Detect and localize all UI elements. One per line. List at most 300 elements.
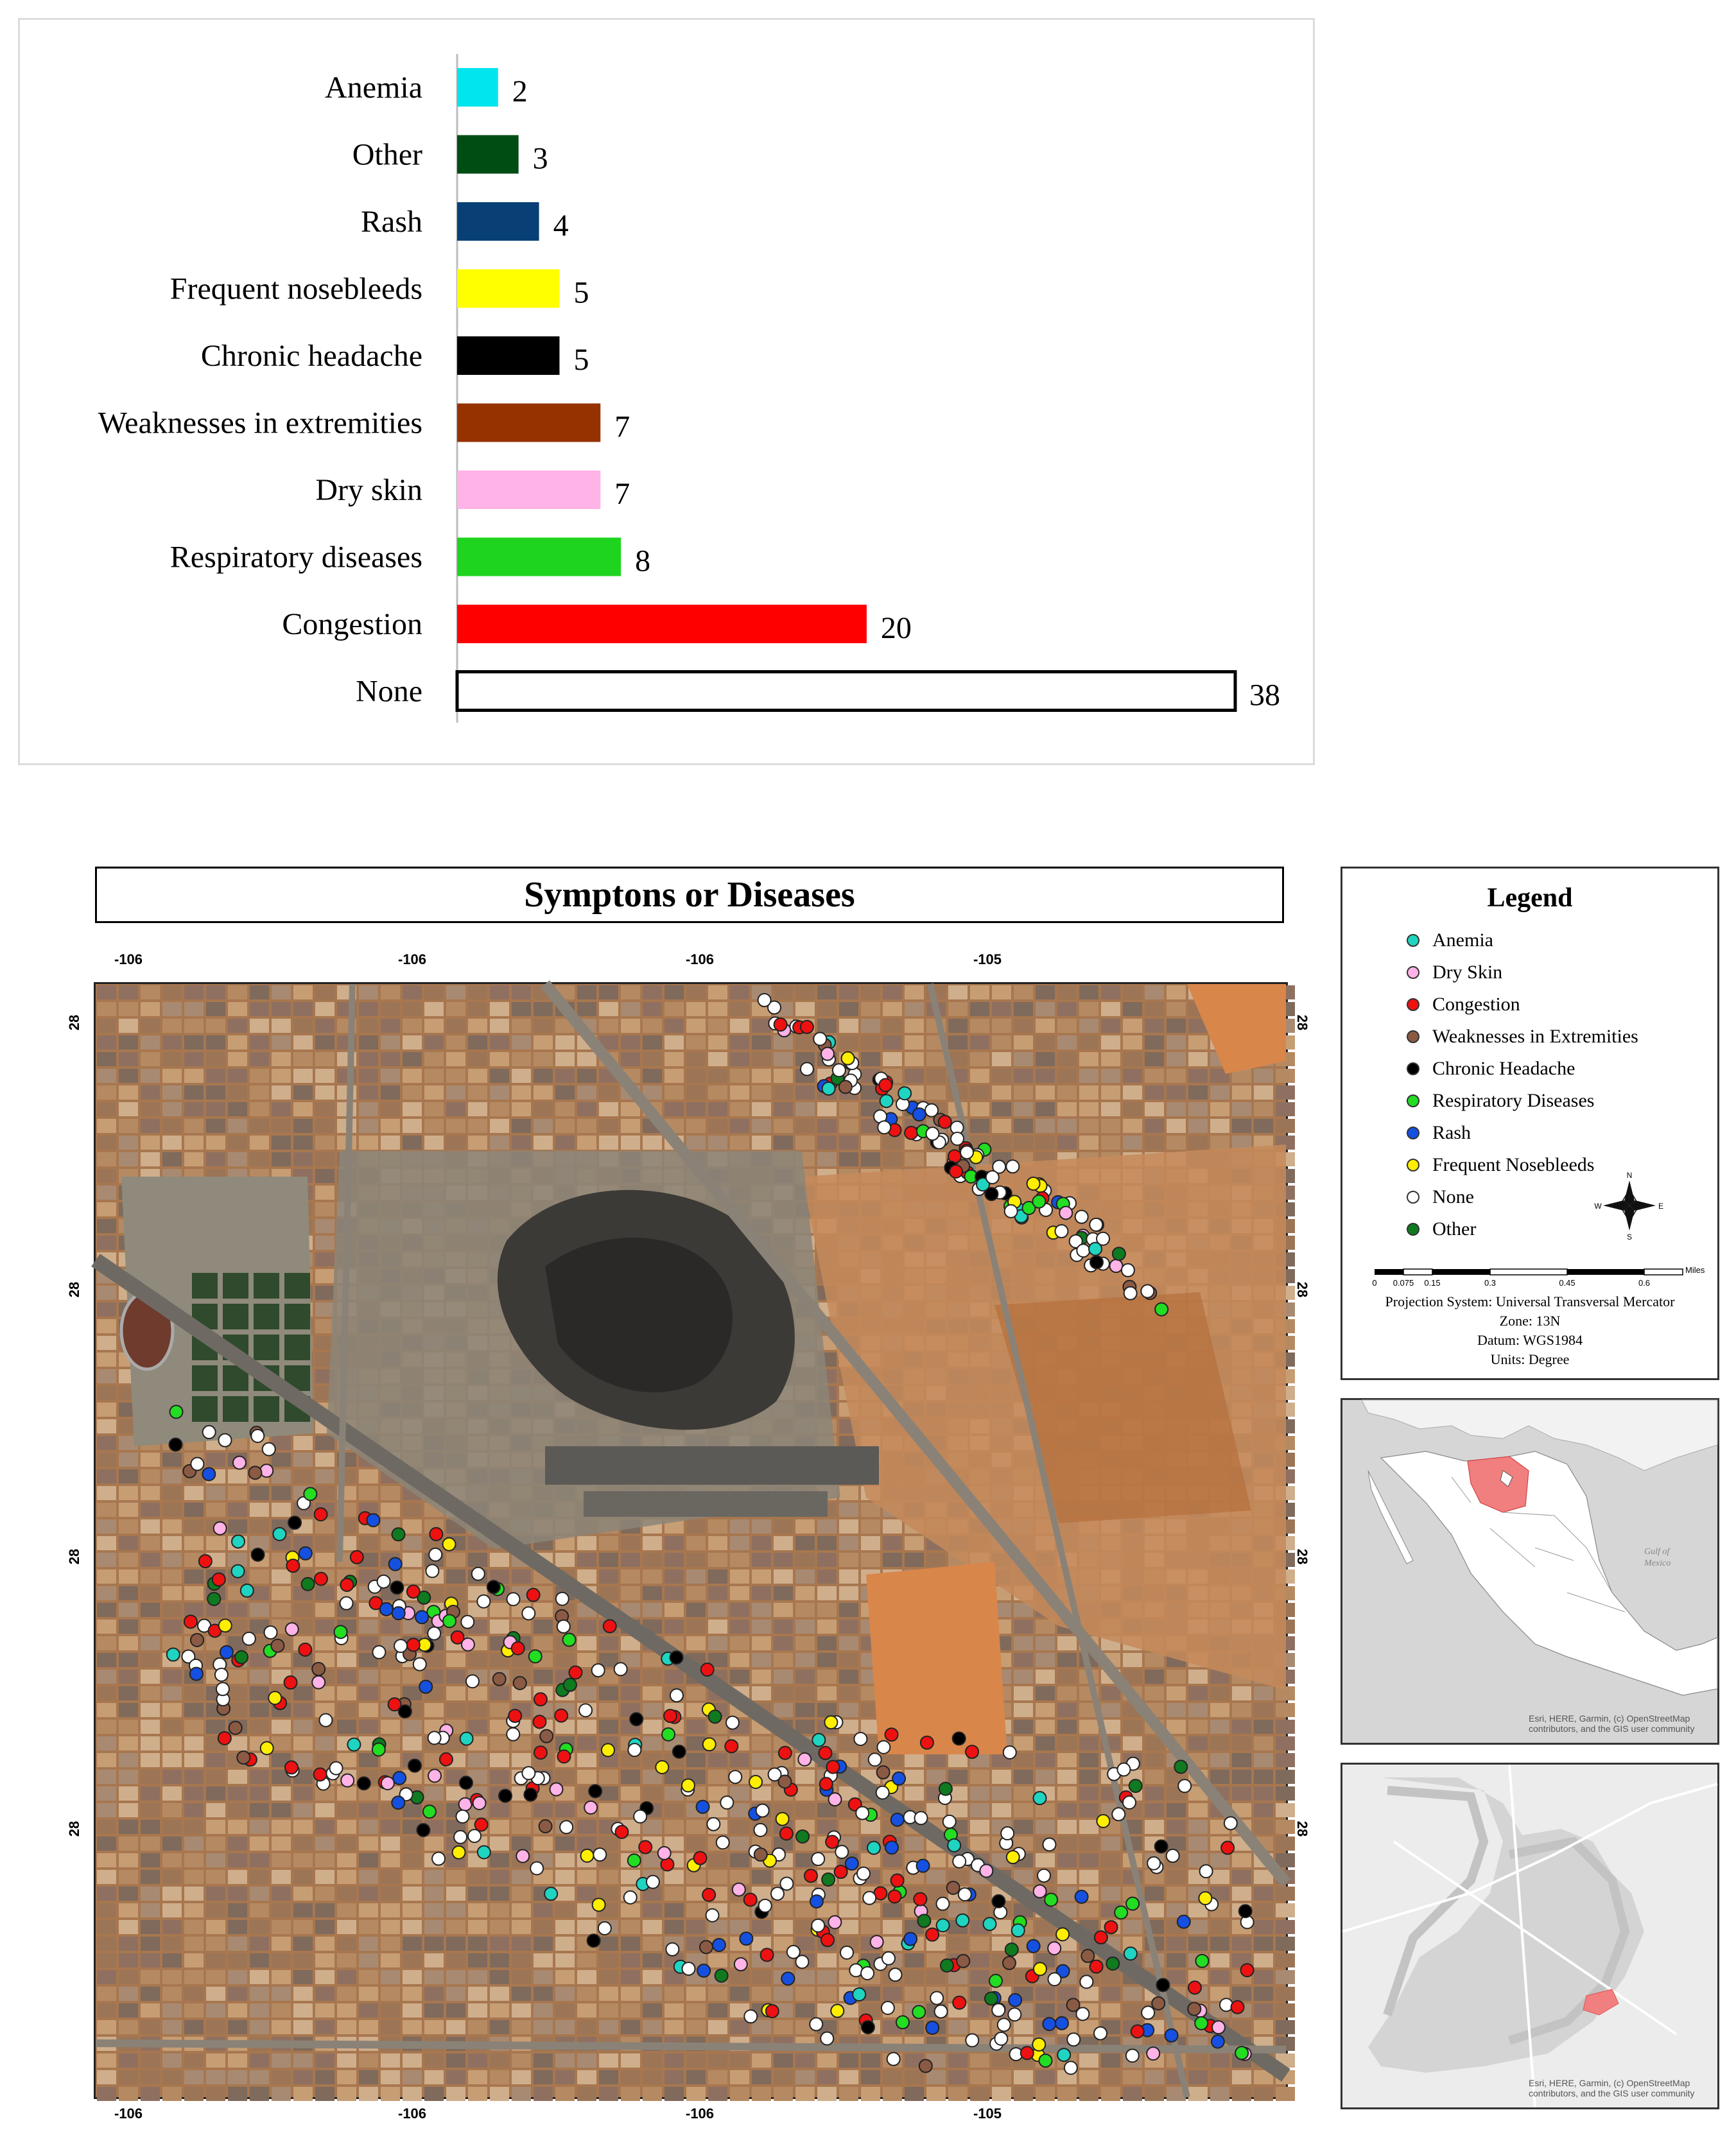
point-respiratory[interactable] [896, 2016, 909, 2028]
point-weakness[interactable] [700, 1941, 713, 1953]
point-other[interactable] [939, 1783, 952, 1795]
point-none[interactable] [1064, 2061, 1077, 2074]
point-headache[interactable] [1239, 1905, 1252, 1917]
point-congestion[interactable] [430, 1528, 442, 1541]
point-congestion[interactable] [218, 1732, 231, 1745]
point-none[interactable] [428, 1731, 441, 1744]
point-none[interactable] [1001, 1827, 1014, 1840]
point-weakness[interactable] [229, 1722, 242, 1734]
point-headache[interactable] [499, 1790, 512, 1802]
point-none[interactable] [1094, 2027, 1107, 2040]
point-congestion[interactable] [779, 1747, 792, 1759]
point-none[interactable] [876, 1786, 889, 1799]
point-nosebleeds[interactable] [219, 1619, 232, 1632]
point-none[interactable] [593, 1848, 606, 1861]
point-none[interactable] [994, 2032, 1007, 2045]
point-congestion[interactable] [285, 1761, 298, 1774]
point-headache[interactable] [670, 1651, 683, 1664]
point-dry-skin[interactable] [428, 1769, 441, 1782]
point-nosebleeds[interactable] [580, 1849, 593, 1862]
point-none[interactable] [1167, 1849, 1179, 1862]
point-anemia[interactable] [853, 1988, 865, 2001]
point-anemia[interactable] [948, 1839, 960, 1852]
point-other[interactable] [715, 1969, 728, 1982]
point-congestion[interactable] [885, 1728, 898, 1741]
point-dry-skin[interactable] [462, 1638, 474, 1651]
point-nosebleeds[interactable] [1032, 2038, 1045, 2051]
point-respiratory[interactable] [989, 1975, 1002, 1987]
point-none[interactable] [432, 1853, 445, 1865]
point-none[interactable] [1075, 1211, 1088, 1223]
point-headache[interactable] [1090, 1256, 1103, 1268]
point-congestion[interactable] [826, 1761, 839, 1774]
point-none[interactable] [812, 1919, 824, 1932]
point-dry-skin[interactable] [1034, 1885, 1046, 1897]
point-congestion[interactable] [440, 1753, 453, 1766]
point-none[interactable] [756, 1804, 769, 1817]
point-none[interactable] [1178, 1779, 1191, 1792]
point-none[interactable] [634, 1810, 647, 1823]
point-nosebleeds[interactable] [749, 1776, 762, 1788]
point-none[interactable] [795, 1955, 808, 1968]
point-nosebleeds[interactable] [1097, 1815, 1109, 1828]
point-congestion[interactable] [819, 1747, 831, 1759]
point-anemia[interactable] [232, 1565, 245, 1578]
point-dry-skin[interactable] [584, 1801, 597, 1814]
point-weakness[interactable] [839, 1080, 852, 1093]
point-congestion[interactable] [314, 1768, 327, 1781]
point-anemia[interactable] [544, 1887, 557, 1900]
point-congestion[interactable] [966, 1745, 978, 1758]
point-none[interactable] [456, 1810, 469, 1823]
inset-map-city[interactable] [1341, 1763, 1719, 2109]
point-headache[interactable] [390, 1581, 403, 1594]
point-congestion[interactable] [926, 1928, 939, 1941]
point-weakness[interactable] [1188, 2003, 1201, 2016]
point-rash[interactable] [380, 1603, 393, 1616]
point-none[interactable] [522, 1767, 535, 1779]
point-none[interactable] [1123, 1796, 1136, 1809]
point-none[interactable] [813, 1032, 826, 1045]
point-anemia[interactable] [898, 1087, 911, 1100]
point-none[interactable] [780, 1877, 793, 1890]
point-none[interactable] [1076, 2007, 1089, 2020]
point-anemia[interactable] [1057, 2048, 1070, 2061]
point-congestion[interactable] [891, 1874, 904, 1887]
point-headache[interactable] [408, 1759, 421, 1772]
point-headache[interactable] [417, 1824, 430, 1837]
point-rash[interactable] [697, 1964, 710, 1977]
point-congestion[interactable] [879, 1078, 892, 1091]
point-none[interactable] [472, 1568, 485, 1580]
point-rash[interactable] [846, 1857, 858, 1870]
point-none[interactable] [1141, 1284, 1154, 1297]
point-nosebleeds[interactable] [1199, 1892, 1211, 1905]
point-none[interactable] [1077, 1244, 1089, 1257]
point-nosebleeds[interactable] [602, 1743, 614, 1756]
point-none[interactable] [861, 1967, 874, 1980]
point-none[interactable] [707, 1818, 720, 1831]
point-congestion[interactable] [1188, 1981, 1201, 1994]
point-none[interactable] [854, 1733, 867, 1745]
point-nosebleeds[interactable] [453, 1846, 465, 1859]
point-dry-skin[interactable] [871, 1935, 883, 1948]
point-rash[interactable] [1027, 1940, 1040, 1953]
point-other[interactable] [1106, 1957, 1119, 1970]
point-none[interactable] [716, 1836, 729, 1849]
point-dry-skin[interactable] [260, 1464, 273, 1477]
point-none[interactable] [810, 2018, 822, 2030]
point-nosebleeds[interactable] [261, 1742, 273, 1754]
point-none[interactable] [1126, 2049, 1139, 2062]
point-congestion[interactable] [826, 1835, 838, 1848]
point-nosebleeds[interactable] [842, 1052, 855, 1065]
point-headache[interactable] [673, 1745, 686, 1758]
point-congestion[interactable] [184, 1615, 197, 1628]
point-respiratory[interactable] [170, 1405, 183, 1418]
point-nosebleeds[interactable] [268, 1691, 281, 1704]
point-nosebleeds[interactable] [1007, 1851, 1020, 1863]
point-respiratory[interactable] [912, 2005, 925, 2018]
point-congestion[interactable] [284, 1676, 297, 1689]
point-congestion[interactable] [804, 1869, 817, 1882]
point-congestion[interactable] [351, 1551, 363, 1564]
point-other[interactable] [392, 1528, 405, 1541]
point-respiratory[interactable] [1155, 1303, 1168, 1316]
point-respiratory[interactable] [563, 1633, 576, 1646]
point-none[interactable] [1089, 1218, 1102, 1231]
point-congestion[interactable] [725, 1740, 738, 1752]
point-respiratory[interactable] [1235, 2046, 1248, 2059]
point-anemia[interactable] [1034, 1792, 1046, 1804]
point-headache[interactable] [358, 1777, 370, 1790]
point-weakness[interactable] [271, 1639, 284, 1652]
point-dry-skin[interactable] [233, 1456, 246, 1469]
point-headache[interactable] [953, 1732, 966, 1745]
point-none[interactable] [624, 1891, 637, 1904]
point-congestion[interactable] [615, 1826, 628, 1838]
point-dry-skin[interactable] [1048, 1942, 1061, 1955]
point-congestion[interactable] [534, 1746, 547, 1759]
point-none[interactable] [340, 1597, 353, 1610]
satellite-map[interactable] [94, 982, 1288, 2099]
point-dry-skin[interactable] [980, 1865, 993, 1878]
point-none[interactable] [953, 1855, 966, 1868]
point-rash[interactable] [1055, 2017, 1068, 2030]
point-none[interactable] [263, 1443, 275, 1456]
point-none[interactable] [1080, 1975, 1093, 1988]
point-respiratory[interactable] [1195, 1955, 1208, 1967]
point-none[interactable] [507, 1593, 519, 1605]
point-congestion[interactable] [213, 1573, 225, 1586]
point-congestion[interactable] [407, 1638, 420, 1651]
point-dry-skin[interactable] [550, 1783, 562, 1796]
point-nosebleeds[interactable] [824, 1716, 837, 1729]
point-weakness[interactable] [1003, 1957, 1016, 1969]
point-congestion[interactable] [1221, 1842, 1234, 1854]
point-headache[interactable] [399, 1705, 412, 1718]
point-rash[interactable] [389, 1558, 402, 1571]
point-rash[interactable] [1211, 2036, 1224, 2048]
point-other[interactable] [796, 1830, 809, 1843]
point-rash[interactable] [926, 2021, 939, 2034]
point-other[interactable] [822, 1873, 835, 1886]
point-none[interactable] [461, 1616, 474, 1629]
point-none[interactable] [833, 1064, 846, 1076]
point-none[interactable] [426, 1564, 438, 1577]
point-rash[interactable] [392, 1607, 405, 1620]
point-none[interactable] [560, 1820, 573, 1833]
point-congestion[interactable] [299, 1643, 311, 1656]
point-congestion[interactable] [639, 1841, 652, 1854]
point-congestion[interactable] [744, 1893, 757, 1906]
point-nosebleeds[interactable] [1027, 1177, 1040, 1190]
point-none[interactable] [466, 1675, 479, 1688]
point-other[interactable] [1129, 1779, 1142, 1792]
point-rash[interactable] [810, 1895, 823, 1908]
point-none[interactable] [881, 2001, 894, 2014]
point-none[interactable] [812, 1853, 824, 1865]
point-none[interactable] [951, 1132, 964, 1145]
point-weakness[interactable] [919, 2059, 932, 2072]
point-weakness[interactable] [191, 1634, 204, 1647]
point-none[interactable] [936, 1897, 949, 1910]
point-none[interactable] [960, 1146, 973, 1159]
point-congestion[interactable] [820, 1777, 833, 1790]
point-none[interactable] [372, 1646, 385, 1659]
point-none[interactable] [330, 1762, 343, 1775]
point-headache[interactable] [862, 2021, 874, 2034]
point-anemia[interactable] [812, 1734, 825, 1747]
point-rash[interactable] [1043, 2018, 1055, 2030]
point-respiratory[interactable] [1195, 2017, 1208, 2030]
point-none[interactable] [628, 1743, 641, 1756]
point-none[interactable] [754, 1824, 767, 1837]
point-none[interactable] [394, 1639, 407, 1652]
point-congestion[interactable] [821, 1933, 834, 1946]
point-rash[interactable] [917, 1860, 930, 1872]
point-congestion[interactable] [1241, 1964, 1254, 1976]
point-none[interactable] [614, 1663, 627, 1675]
point-none[interactable] [598, 1922, 611, 1935]
point-none[interactable] [849, 1964, 862, 1976]
point-none[interactable] [729, 1770, 742, 1783]
point-other[interactable] [1113, 1247, 1125, 1260]
point-congestion[interactable] [407, 1585, 420, 1598]
point-headache[interactable] [630, 1713, 643, 1725]
point-none[interactable] [1043, 1838, 1055, 1851]
point-congestion[interactable] [199, 1555, 212, 1568]
point-rash[interactable] [393, 1772, 406, 1785]
point-dry-skin[interactable] [828, 1793, 841, 1806]
point-none[interactable] [319, 1714, 332, 1727]
point-none[interactable] [670, 1689, 683, 1702]
point-dry-skin[interactable] [733, 1883, 745, 1896]
point-anemia[interactable] [347, 1738, 360, 1751]
point-none[interactable] [744, 2010, 757, 2023]
point-weakness[interactable] [248, 1466, 261, 1479]
point-dry-skin[interactable] [734, 1958, 747, 1971]
point-weakness[interactable] [1152, 1997, 1165, 2010]
point-headache[interactable] [589, 1785, 602, 1797]
point-dry-skin[interactable] [286, 1623, 299, 1636]
point-none[interactable] [468, 1829, 481, 1842]
point-none[interactable] [887, 2053, 900, 2066]
point-none[interactable] [1037, 1869, 1050, 1882]
point-none[interactable] [863, 1892, 876, 1905]
point-none[interactable] [1124, 1287, 1137, 1300]
point-weakness[interactable] [779, 1776, 792, 1788]
point-respiratory[interactable] [662, 1728, 675, 1741]
point-congestion[interactable] [702, 1889, 715, 1901]
point-other[interactable] [709, 1710, 722, 1723]
point-weakness[interactable] [957, 1955, 969, 1967]
point-none[interactable] [191, 1458, 204, 1471]
point-rash[interactable] [697, 1801, 709, 1813]
point-respiratory[interactable] [1032, 1195, 1045, 1208]
point-nosebleeds[interactable] [703, 1738, 716, 1750]
point-congestion[interactable] [508, 1709, 521, 1722]
point-none[interactable] [265, 1626, 277, 1639]
point-rash[interactable] [392, 1796, 404, 1809]
point-rash[interactable] [892, 1772, 905, 1785]
point-none[interactable] [1006, 1160, 1019, 1173]
point-dry-skin[interactable] [214, 1522, 227, 1535]
point-anemia[interactable] [1124, 1947, 1137, 1960]
point-none[interactable] [889, 1968, 902, 1981]
point-rash[interactable] [415, 1611, 428, 1623]
point-headache[interactable] [992, 1895, 1005, 1908]
point-congestion[interactable] [603, 1620, 616, 1632]
point-anemia[interactable] [867, 1842, 880, 1854]
point-rash[interactable] [202, 1467, 215, 1480]
point-respiratory[interactable] [1115, 1906, 1127, 1919]
point-dry-skin[interactable] [516, 1850, 529, 1863]
point-anemia[interactable] [983, 1917, 996, 1930]
point-none[interactable] [579, 1704, 592, 1716]
point-none[interactable] [706, 1909, 719, 1922]
point-rash[interactable] [419, 1681, 432, 1693]
point-weakness[interactable] [237, 1751, 250, 1764]
point-anemia[interactable] [822, 1082, 835, 1095]
point-none[interactable] [877, 1741, 890, 1754]
point-nosebleeds[interactable] [593, 1898, 605, 1911]
point-respiratory[interactable] [1126, 1897, 1139, 1910]
point-weakness[interactable] [514, 1677, 526, 1690]
point-congestion[interactable] [340, 1578, 353, 1591]
point-none[interactable] [840, 1946, 853, 1959]
point-congestion[interactable] [953, 1996, 966, 2009]
point-none[interactable] [1200, 1865, 1213, 1878]
point-none[interactable] [869, 1753, 881, 1766]
point-weakness[interactable] [877, 1766, 890, 1779]
point-dry-skin[interactable] [828, 1916, 841, 1929]
point-rash[interactable] [885, 1841, 898, 1854]
point-none[interactable] [882, 1952, 895, 1965]
point-respiratory[interactable] [423, 1805, 436, 1818]
point-none[interactable] [1147, 1857, 1160, 1870]
point-headache[interactable] [460, 1776, 473, 1789]
point-dry-skin[interactable] [459, 1798, 472, 1811]
point-congestion[interactable] [889, 1890, 901, 1903]
point-rash[interactable] [299, 1547, 312, 1560]
point-dry-skin[interactable] [821, 1048, 834, 1060]
point-dry-skin[interactable] [473, 1797, 486, 1810]
point-congestion[interactable] [1090, 1960, 1103, 1973]
point-headache[interactable] [1156, 1978, 1169, 1991]
point-none[interactable] [986, 1171, 999, 1184]
point-congestion[interactable] [315, 1508, 327, 1521]
point-none[interactable] [1008, 2008, 1021, 2021]
point-respiratory[interactable] [628, 1854, 641, 1867]
point-none[interactable] [378, 1575, 390, 1588]
point-congestion[interactable] [921, 1736, 933, 1749]
point-dry-skin[interactable] [1212, 2021, 1225, 2034]
point-anemia[interactable] [880, 1094, 893, 1107]
point-rash[interactable] [904, 1933, 917, 1946]
point-congestion[interactable] [527, 1589, 540, 1602]
point-none[interactable] [720, 1796, 733, 1809]
point-respiratory[interactable] [372, 1743, 385, 1756]
point-nosebleeds[interactable] [655, 1761, 668, 1774]
point-respiratory[interactable] [334, 1625, 347, 1638]
point-congestion[interactable] [1095, 1931, 1107, 1944]
point-other[interactable] [941, 1959, 953, 1972]
point-anemia[interactable] [241, 1584, 254, 1597]
point-none[interactable] [429, 1548, 442, 1561]
point-headache[interactable] [169, 1439, 182, 1451]
point-dry-skin[interactable] [341, 1774, 354, 1787]
point-anemia[interactable] [273, 1528, 286, 1541]
point-rash[interactable] [781, 1972, 794, 1985]
point-rash[interactable] [220, 1646, 233, 1659]
point-none[interactable] [454, 1831, 467, 1844]
point-weakness[interactable] [312, 1663, 325, 1675]
point-dry-skin[interactable] [312, 1676, 325, 1689]
point-none[interactable] [251, 1430, 264, 1442]
point-none[interactable] [998, 2018, 1011, 2031]
point-none[interactable] [413, 1658, 426, 1671]
point-none[interactable] [759, 1899, 772, 1912]
point-none[interactable] [243, 1632, 256, 1645]
point-none[interactable] [992, 2003, 1005, 2016]
point-none[interactable] [522, 1607, 535, 1620]
point-none[interactable] [935, 2005, 948, 2018]
point-headache[interactable] [252, 1548, 265, 1561]
point-nosebleeds[interactable] [443, 1538, 456, 1551]
point-none[interactable] [556, 1593, 569, 1605]
point-other[interactable] [564, 1679, 577, 1691]
point-dry-skin[interactable] [798, 1753, 811, 1766]
point-anemia[interactable] [232, 1535, 245, 1548]
point-none[interactable] [647, 1876, 659, 1889]
point-none[interactable] [1220, 1998, 1233, 2011]
point-rash[interactable] [713, 1939, 725, 1951]
point-anemia[interactable] [1089, 1243, 1102, 1256]
point-rash[interactable] [891, 1813, 904, 1826]
point-none[interactable] [726, 1716, 739, 1729]
point-congestion[interactable] [914, 1893, 926, 1906]
point-none[interactable] [1005, 1205, 1018, 1218]
point-anemia[interactable] [937, 1919, 950, 1932]
point-none[interactable] [215, 1668, 228, 1681]
point-congestion[interactable] [512, 1642, 525, 1655]
point-none[interactable] [758, 994, 771, 1007]
point-none[interactable] [557, 1620, 570, 1633]
point-congestion[interactable] [905, 1127, 917, 1139]
point-rash[interactable] [190, 1668, 203, 1681]
point-other[interactable] [1174, 1760, 1187, 1773]
